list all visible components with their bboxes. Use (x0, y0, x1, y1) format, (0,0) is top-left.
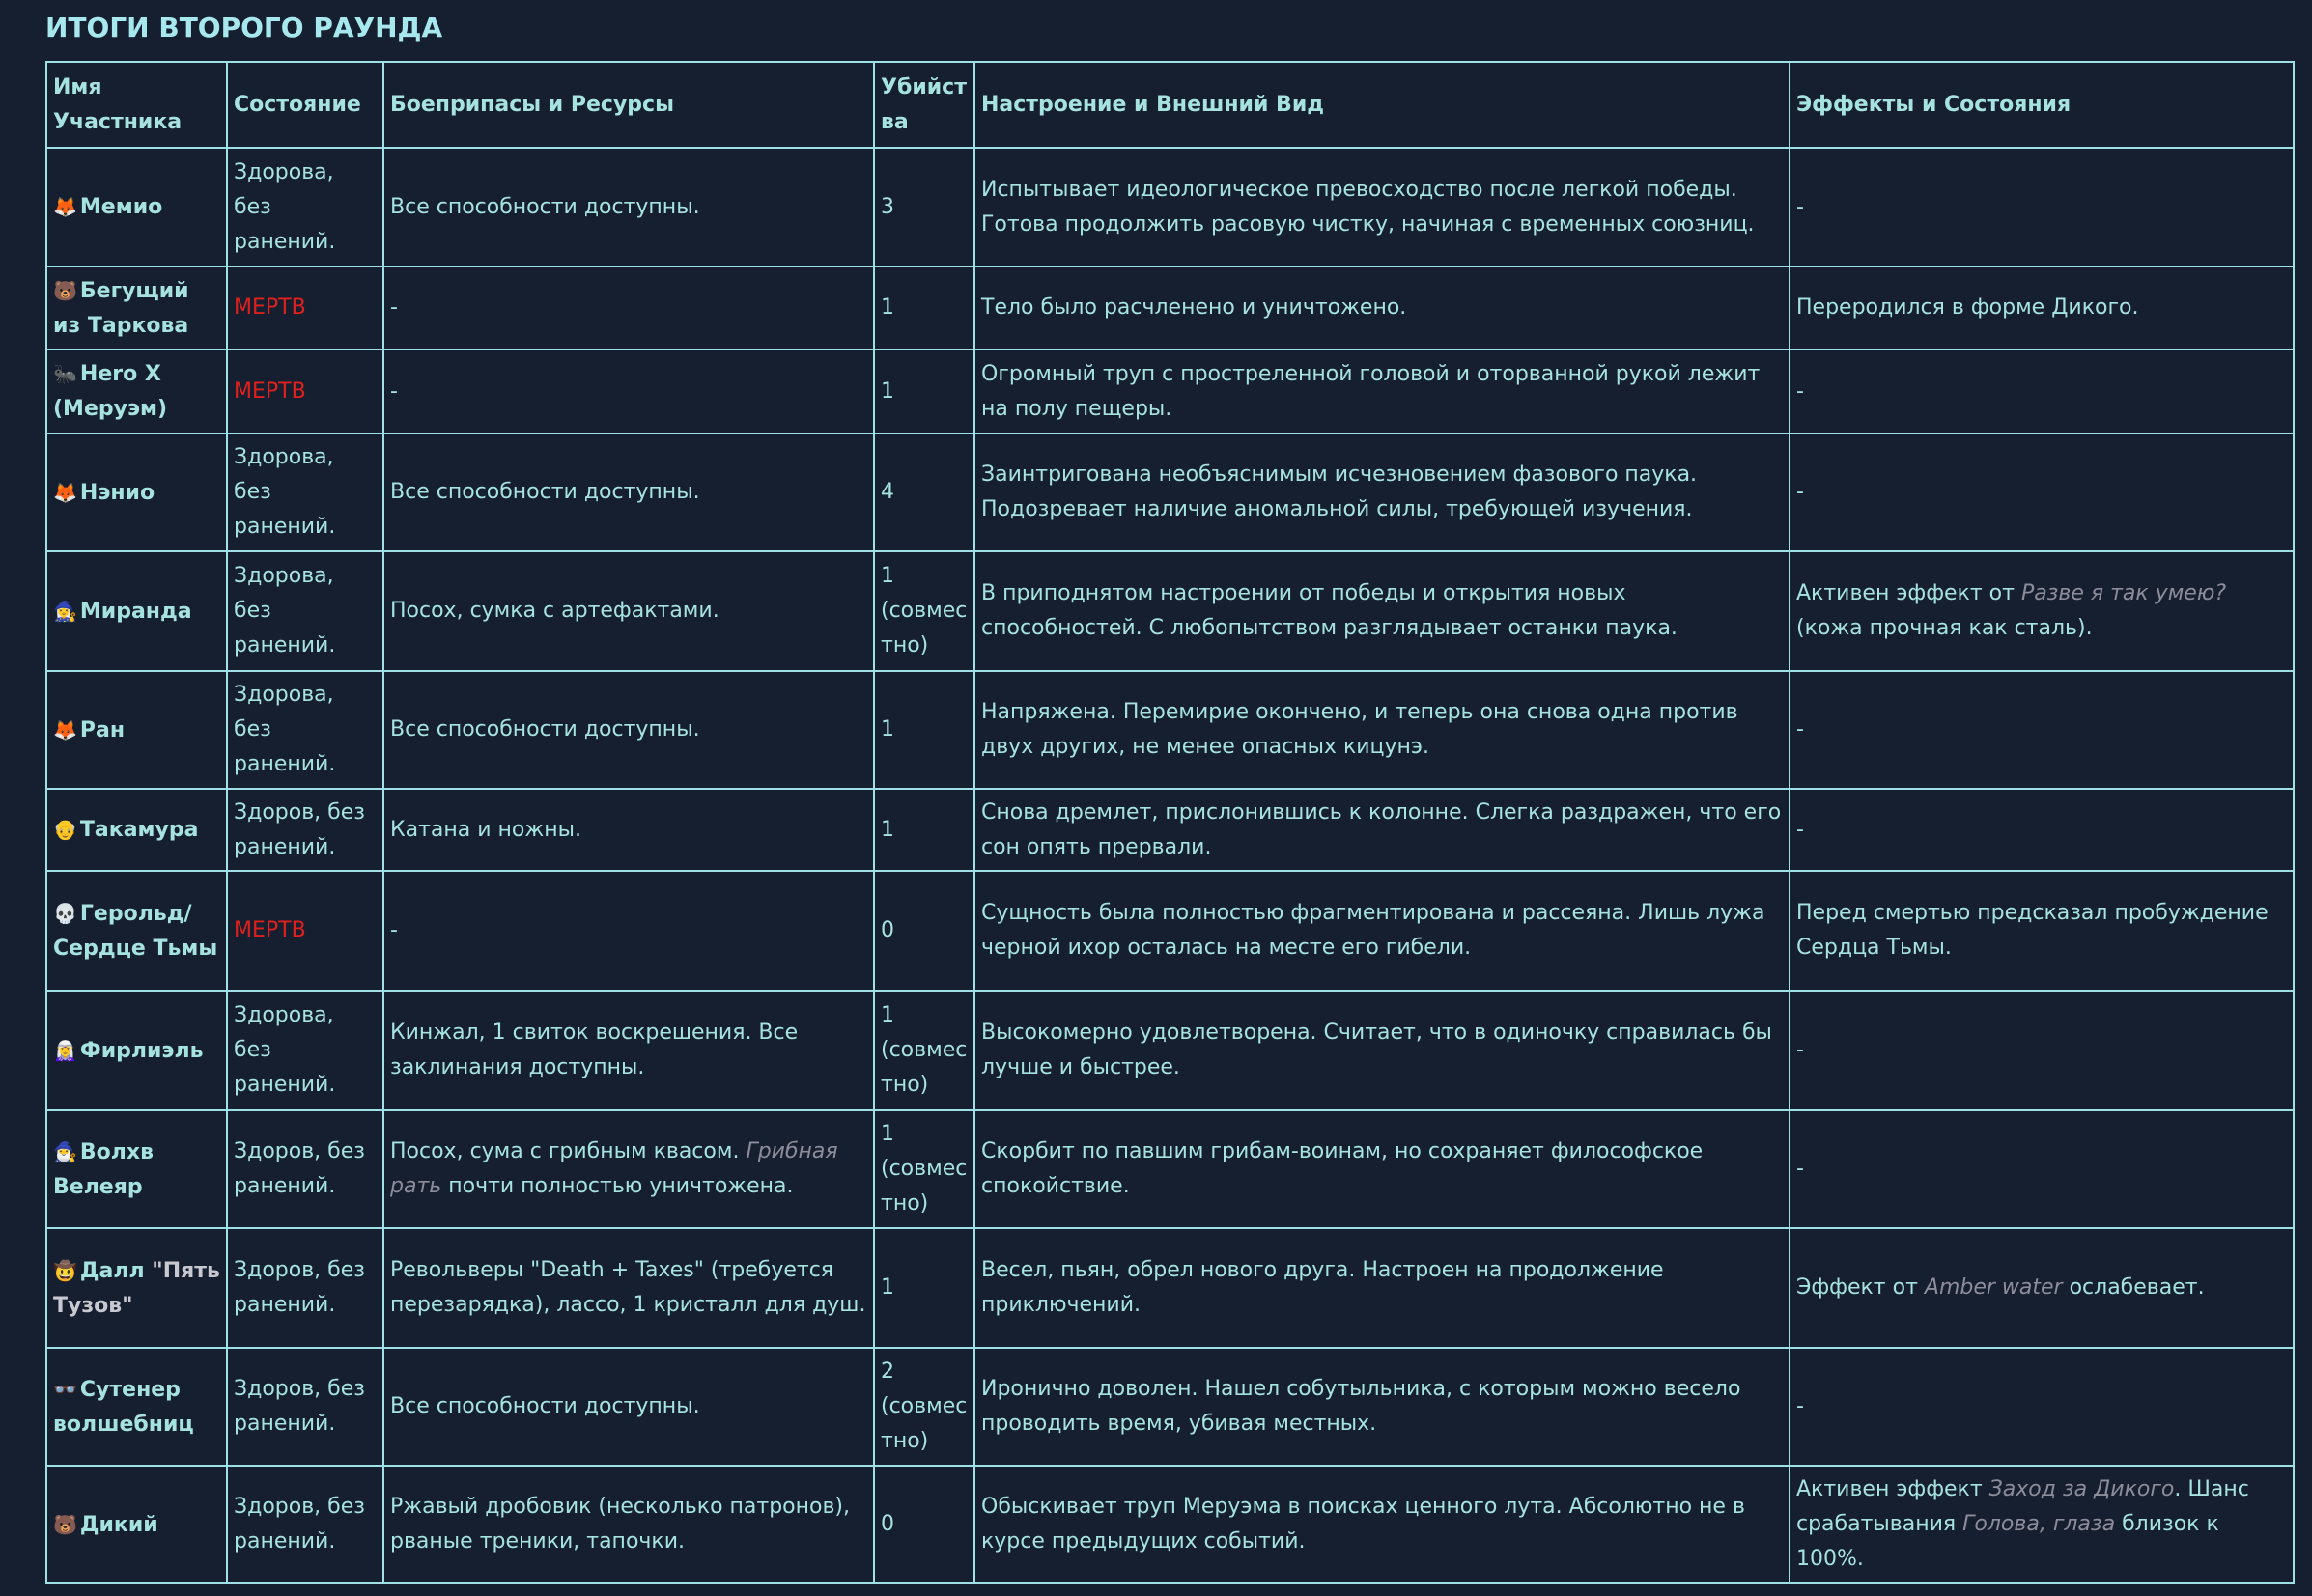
status-cell (227, 266, 383, 350)
effects-cell (1790, 148, 2294, 266)
table-row (46, 1228, 2294, 1348)
table-row (46, 350, 2294, 434)
effects-cell (1790, 551, 2294, 671)
status-cell (227, 1466, 383, 1583)
participant-name (46, 789, 227, 871)
effects-text: - (1796, 817, 1804, 842)
participant-name (46, 1348, 227, 1466)
header-effects: Эффекты и Состояния (1790, 62, 2294, 148)
resources-cell (383, 671, 874, 789)
kills-text: 1 (881, 295, 894, 320)
resources-cell (383, 551, 874, 671)
effects-text: Перед смертью предсказал пробуждение Сердца Тьмы. (1796, 901, 2269, 960)
effects-cell (1790, 671, 2294, 789)
status-cell (227, 671, 383, 789)
kills-cell (874, 789, 974, 871)
participant-nickname: "Пять Тузов" (53, 1258, 220, 1318)
effects-text: - (1796, 1157, 1804, 1181)
status-text: Здоров, без ранений. (234, 1495, 365, 1554)
kills-text: 1 (совместно) (881, 1122, 968, 1216)
resources-text: Все способности доступны. (390, 717, 700, 742)
participant-name (46, 350, 227, 434)
effects-cell (1790, 1348, 2294, 1466)
kills-text: 4 (881, 480, 894, 504)
status-text: Здоров, без ранений. (234, 1139, 365, 1198)
resources-text: почти полностью уничтожена. (441, 1174, 794, 1198)
participant-name (46, 1110, 227, 1228)
table-row (46, 1110, 2294, 1228)
kills-text: 2 (совместно) (881, 1359, 968, 1453)
resources-cell (383, 1110, 874, 1228)
resources-cell (383, 1466, 874, 1583)
participant-name (46, 871, 227, 991)
mood-cell (974, 789, 1790, 871)
kills-cell (874, 148, 974, 266)
table-row (46, 789, 2294, 871)
mood-cell (974, 266, 1790, 350)
table-row (46, 434, 2294, 551)
avatar-icon: 🧝‍♀️ (53, 1038, 77, 1062)
header-resources: Боеприпасы и Ресурсы (383, 62, 874, 148)
status-cell (227, 991, 383, 1110)
effects-cell (1790, 1466, 2294, 1583)
status-cell (227, 871, 383, 991)
kills-text: 1 (совместно) (881, 1003, 968, 1097)
table-row (46, 148, 2294, 266)
participant-name-text: Мемио (79, 195, 163, 219)
participant-name (46, 991, 227, 1110)
kills-text: 1 (881, 1275, 894, 1300)
resources-cell (383, 148, 874, 266)
status-text: МЕРТВ (234, 295, 306, 320)
status-text: Здорова, без ранений. (234, 683, 336, 776)
status-cell (227, 1348, 383, 1466)
resources-cell (383, 350, 874, 434)
kills-cell (874, 1348, 974, 1466)
status-text: МЕРТВ (234, 918, 306, 942)
effects-cell (1790, 991, 2294, 1110)
status-text: Здорова, без ранений. (234, 159, 336, 254)
table-row (46, 871, 2294, 991)
round-results-table (45, 61, 2295, 1584)
participant-name-text: Фирлиэль (79, 1038, 204, 1063)
participant-name (46, 148, 227, 266)
participant-name-text: Волхв Велеяр (53, 1139, 155, 1199)
status-cell (227, 1228, 383, 1348)
effects-cell (1790, 871, 2294, 991)
effects-text: (кожа прочная как сталь). (1796, 616, 2093, 640)
avatar-icon: 🦊 (53, 195, 77, 218)
resources-cell (383, 1348, 874, 1466)
kills-cell (874, 551, 974, 671)
effects-italic: Голова, глаза (1962, 1512, 2116, 1536)
table-row (46, 266, 2294, 350)
kills-text: 1 (881, 378, 894, 404)
kills-cell (874, 1228, 974, 1348)
effects-text: Активен эффект (1796, 1477, 1989, 1501)
mood-text: Напряжена. Перемирие окончено, и теперь она снова одна против двух других, не менее опасных кицунэ. (981, 700, 1738, 759)
avatar-icon: 👓 (53, 1377, 77, 1401)
mood-text: Обыскивает труп Меруэма в поисках ценного лута. Абсолютно не в курсе предыдущих событий. (981, 1495, 1745, 1554)
effects-italic: Amber water (1924, 1275, 2063, 1300)
resources-cell (383, 266, 874, 350)
resources-text: - (390, 295, 398, 320)
resources-cell (383, 434, 874, 551)
kills-cell (874, 671, 974, 789)
participant-name-text: Нэнио (79, 480, 155, 505)
mood-cell (974, 1348, 1790, 1466)
resources-text: Все способности доступны. (390, 480, 700, 504)
avatar-icon: 🤠 (53, 1258, 77, 1282)
effects-cell (1790, 350, 2294, 434)
participant-name (46, 1466, 227, 1583)
mood-cell (974, 148, 1790, 266)
participant-name-text: Ран (79, 717, 126, 742)
participant-name (46, 434, 227, 551)
participant-name-text: Сутенер волшебниц (53, 1377, 194, 1437)
kills-text: 1 (881, 817, 894, 842)
effects-cell (1790, 266, 2294, 350)
mood-text: Тело было расчленено и уничтожено. (981, 295, 1407, 320)
mood-cell (974, 1466, 1790, 1583)
header-name: Имя Участника (46, 62, 227, 148)
avatar-icon: 🧙‍♀️ (53, 599, 77, 623)
resources-cell (383, 789, 874, 871)
avatar-icon: 🐜 (53, 362, 77, 385)
participant-name-text: Бегущий из Таркова (53, 278, 189, 338)
avatar-icon: 🧙‍♂️ (53, 1139, 77, 1163)
header-kills: Убийства (874, 62, 974, 148)
mood-cell (974, 434, 1790, 551)
mood-text: Иронично доволен. Нашел собутыльника, с которым можно весело проводить время, убивая местных. (981, 1377, 1741, 1436)
mood-text: Испытывает идеологическое превосходство после легкой победы. Готова продолжить расовую чистку, начиная с временных союзниц. (981, 177, 1755, 237)
resources-text: - (390, 918, 398, 942)
status-cell (227, 148, 383, 266)
effects-text: близок к 100%. (1796, 1512, 2219, 1571)
participant-name (46, 1228, 227, 1348)
resources-italic: Грибная рать (390, 1139, 838, 1198)
effects-text: - (1796, 378, 1804, 404)
effects-text: Эффект от (1796, 1275, 1925, 1300)
resources-text: Кинжал, 1 свиток воскрешения. Все заклинания доступны. (390, 1021, 799, 1079)
kills-cell (874, 991, 974, 1110)
kills-cell (874, 266, 974, 350)
kills-text: 0 (881, 918, 894, 942)
kills-cell (874, 1466, 974, 1583)
mood-text: Огромный труп с простреленной головой и оторванной рукой лежит на полу пещеры. (981, 361, 1761, 421)
mood-text: В приподнятом настроении от победы и открытия новых способностей. С любопытством разглядывает останки паука. (981, 581, 1678, 640)
resources-text: Все способности доступны. (390, 1394, 700, 1418)
effects-italic: Заход за Дикого (1988, 1477, 2175, 1501)
kills-cell (874, 1110, 974, 1228)
participant-name-text: Герольд/ Сердце Тьмы (53, 901, 218, 961)
table-header-row (46, 62, 2294, 148)
status-cell (227, 350, 383, 434)
mood-text: Снова дремлет, прислонившись к колонне. Слегка раздражен, что его сон опять прервали. (981, 799, 1782, 859)
participant-name-text: Такамура (79, 818, 199, 842)
effects-text: - (1796, 717, 1804, 742)
effects-text: Переродился в форме Дикого. (1796, 295, 2139, 320)
kills-text: 3 (881, 194, 894, 219)
table-row (46, 1348, 2294, 1466)
effects-cell (1790, 1110, 2294, 1228)
header-mood: Настроение и Внешний Вид (974, 62, 1790, 148)
mood-cell (974, 350, 1790, 434)
resources-text: Все способности доступны. (390, 194, 700, 219)
effects-text: Активен эффект от (1796, 581, 2021, 605)
page-title: ИТОГИ ВТОРОГО РАУНДА (45, 12, 443, 43)
effects-text: ослабевает. (2062, 1275, 2205, 1300)
kills-text: 1 (совместно) (881, 564, 968, 658)
status-cell (227, 789, 383, 871)
participant-name-text: Дикий (79, 1512, 158, 1537)
status-text: Здоров, без ранений. (234, 799, 365, 859)
effects-cell (1790, 1228, 2294, 1348)
effects-text: - (1796, 1394, 1804, 1418)
resources-cell (383, 871, 874, 991)
mood-text: Скорбит по павшим грибам-воинам, но сохраняет философское спокойствие. (981, 1139, 1704, 1198)
status-cell (227, 1110, 383, 1228)
participant-name (46, 671, 227, 789)
effects-text: - (1796, 194, 1804, 219)
effects-cell (1790, 434, 2294, 551)
avatar-icon: 💀 (53, 901, 77, 925)
status-text: Здорова, без ранений. (234, 564, 336, 658)
effects-text: - (1796, 480, 1804, 504)
participant-name (46, 551, 227, 671)
avatar-icon: 🦊 (53, 480, 77, 504)
status-text: Здоров, без ранений. (234, 1377, 365, 1436)
resources-cell (383, 991, 874, 1110)
avatar-icon: 🐻 (53, 278, 77, 302)
participant-name-text: Миранда (79, 599, 192, 624)
resources-text: Посох, сума с грибным квасом. (390, 1139, 747, 1163)
mood-text: Высокомерно удовлетворена. Считает, что в одиночку справилась бы лучше и быстрее. (981, 1021, 1772, 1079)
effects-text: - (1796, 1038, 1804, 1062)
mood-cell (974, 1228, 1790, 1348)
mood-cell (974, 671, 1790, 789)
avatar-icon: 👴 (53, 818, 77, 841)
kills-cell (874, 871, 974, 991)
avatar-icon: 🦊 (53, 717, 77, 742)
table-row (46, 1466, 2294, 1583)
kills-cell (874, 434, 974, 551)
resources-text: Револьверы "Death + Taxes" (требуется перезарядка), лассо, 1 кристалл для душ. (390, 1258, 866, 1317)
mood-cell (974, 871, 1790, 991)
mood-text: Сущность была полностью фрагментирована и рассеяна. Лишь лужа черной ихор осталась на месте его гибели. (981, 901, 1765, 960)
header-status: Состояние (227, 62, 383, 148)
status-text: Здорова, без ранений. (234, 445, 336, 539)
mood-cell (974, 551, 1790, 671)
resources-text: Катана и ножны. (390, 817, 581, 842)
kills-cell (874, 350, 974, 434)
mood-text: Весел, пьян, обрел нового друга. Настроен на продолжение приключений. (981, 1258, 1664, 1317)
status-text: Здорова, без ранений. (234, 1003, 336, 1097)
mood-cell (974, 1110, 1790, 1228)
table-row (46, 671, 2294, 789)
kills-text: 0 (881, 1512, 894, 1536)
mood-cell (974, 991, 1790, 1110)
resources-text: Посох, сумка с артефактами. (390, 599, 719, 623)
participant-name-text: Далл (79, 1258, 145, 1283)
effects-text: . Шанс срабатывания (1796, 1477, 2249, 1536)
participant-name-text: Hero X (Меруэм) (53, 362, 168, 421)
effects-italic: Разве я так умею? (2020, 581, 2227, 605)
resources-text: Ржавый дробовик (несколько патронов), рваные треники, тапочки. (390, 1495, 851, 1554)
resources-text: - (390, 378, 398, 404)
avatar-icon: 🐻 (53, 1512, 77, 1536)
status-text: МЕРТВ (234, 378, 306, 404)
status-cell (227, 434, 383, 551)
status-text: Здоров, без ранений. (234, 1258, 365, 1317)
table-row (46, 551, 2294, 671)
effects-cell (1790, 789, 2294, 871)
resources-cell (383, 1228, 874, 1348)
kills-text: 1 (881, 717, 894, 742)
status-cell (227, 551, 383, 671)
table-row (46, 991, 2294, 1110)
mood-text: Заинтригована необъяснимым исчезновением фазового паука. Подозревает наличие аномальной силы, требующей изучения. (981, 462, 1698, 521)
participant-name (46, 266, 227, 350)
